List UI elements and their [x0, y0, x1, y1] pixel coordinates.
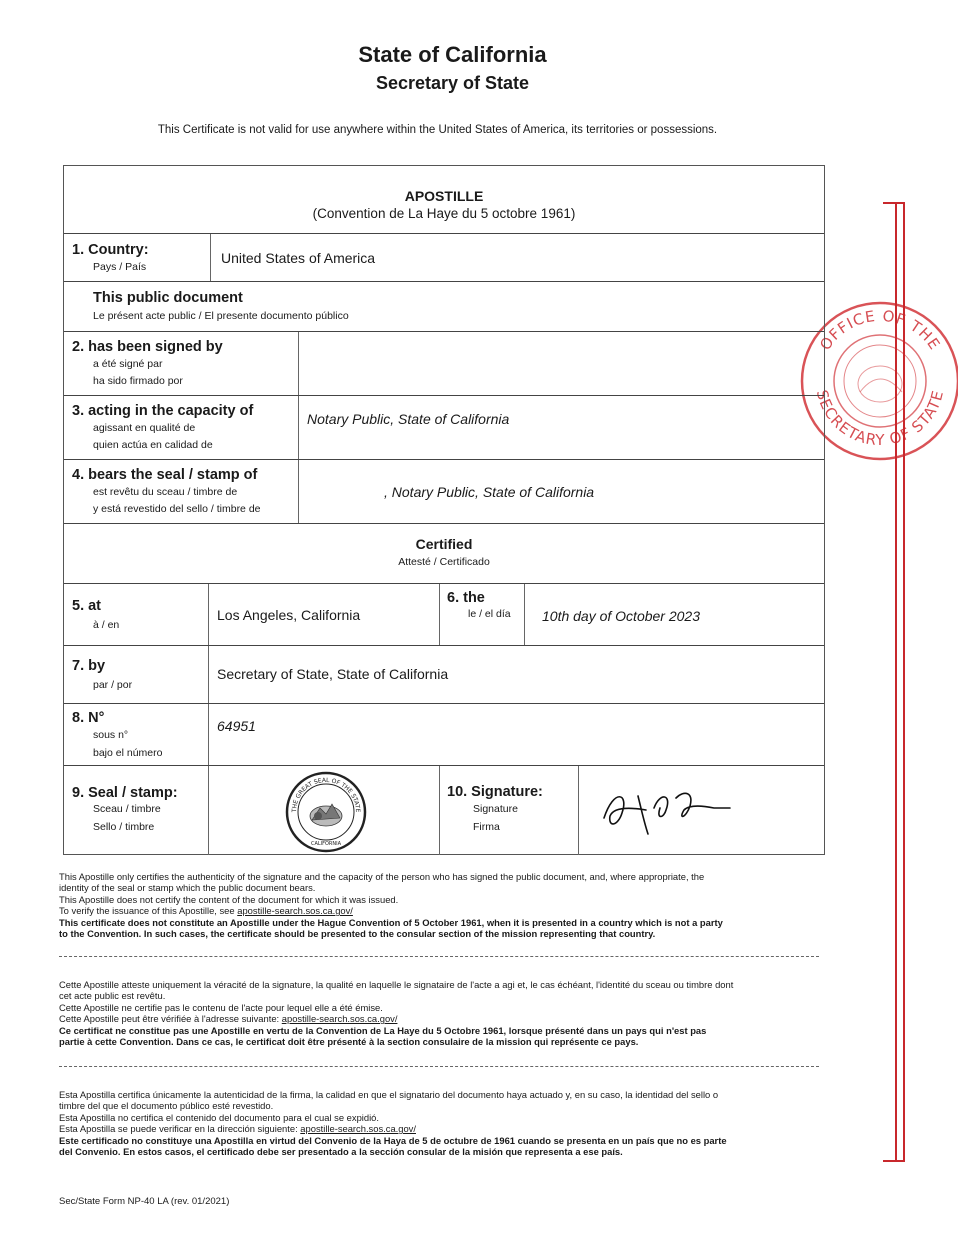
signature-sublabel-es: Firma: [473, 821, 500, 833]
svg-text:SECRETARY OF STATE: SECRETARY OF STATE: [812, 388, 948, 450]
at-sublabel: à / en: [93, 619, 120, 631]
capacity-row: [64, 396, 824, 460]
divider-2: [59, 1066, 819, 1067]
public-document-row: [64, 282, 824, 332]
capacity-value: Notary Public, State of California: [307, 411, 510, 427]
certified-label: Certified: [415, 536, 473, 552]
at-value: Los Angeles, California: [217, 607, 361, 623]
seal-of-sublabel-es: y está revestido del sello / timbre de: [93, 503, 261, 515]
verify-link-fr[interactable]: apostille-search.sos.ca.gov/: [281, 1013, 398, 1025]
verify-link-en[interactable]: apostille-search.sos.ca.gov/: [237, 905, 353, 917]
signed-by-sublabel-fr: a été signé par: [93, 358, 163, 370]
the-value: 10th day of October 2023: [542, 608, 700, 624]
signature-sublabel-fr: Signature: [473, 803, 518, 815]
country-value: United States of America: [221, 250, 376, 266]
by-sublabel: par / por: [93, 679, 133, 691]
seal-label: 9. Seal / stamp:: [72, 785, 178, 801]
svg-text:THE GREAT SEAL OF THE STATE: THE GREAT SEAL OF THE STATE: [290, 776, 362, 813]
country-sublabel: Pays / País: [93, 261, 147, 273]
number-sublabel-fr: sous n°: [93, 729, 129, 741]
capacity-label: 3. acting in the capacity of: [72, 403, 254, 419]
page-subtitle: Secretary of State: [375, 73, 530, 93]
notes-spanish: Esta Apostilla certifica únicamente la autenticidad de la firma, la calidad en que el signatario del documento haya actuado y, en su caso, la identidad del sello o timbre del que el documento público esté revestido. Esta Apostilla no certifica el contenido del documento para el cual se expidió. Esta Apostilla se puede verificar en la dirección siguiente: apostille-search.sos.ca.gov/ Este certificado no constituye una Apostilla en virtud del Convenio de la Haya de 5 de octubre de 1961 cuando se presenta en un país que no es parte del Convenio. En estos casos, el certificado debe ser presentado a la sección consular de la misión que representa a ese país.: [59, 1089, 727, 1158]
seal-sublabel-fr: Sceau / timbre: [93, 803, 161, 815]
by-value: Secretary of State, State of California: [217, 666, 449, 682]
page-title: State of California: [358, 42, 547, 67]
svg-text:CALIFORNIA: CALIFORNIA: [310, 841, 342, 847]
by-row: [64, 646, 824, 704]
svg-text:OFFICE OF THE: OFFICE OF THE: [816, 306, 944, 354]
certified-sublabel: Attesté / Certificado: [398, 556, 490, 568]
seal-of-sublabel-fr: est revêtu du sceau / timbre de: [93, 486, 238, 498]
place-date-row: [64, 584, 824, 646]
notes-french: Cette Apostille atteste uniquement la véracité de la signature, la qualité en laquelle le signataire de l'acte a agi et, le cas échéant, l'identité du sceau ou timbre dont cet acte public est revêtu. Cette Apostille ne certifie pas le contenu de l'acte pour lequel elle a été émise. Cette Apostille peut être vérifiée à l'adresse suivante: apostille-search.sos.ca.gov/ Ce certificat ne constitue pas une Apostille en vertu de la Convention de La Haye du 5 Octobre 1961, lorsque présenté dans un pays qui n'est pas partie à cette Convention. Dans ce cas, le certificat doit être présenté à la section consulaire de la mission qui représente ce pays.: [59, 979, 734, 1048]
apostille-convention: (Convention de La Haye du 5 octobre 1961): [312, 206, 576, 221]
certified-row: [64, 524, 824, 584]
form-footer: Sec/State Form NP-40 LA (rev. 01/2021): [59, 1196, 230, 1207]
red-bar-cap-top: [883, 202, 905, 204]
red-margin-bar: [895, 202, 905, 1162]
seal-sublabel-es: Sello / timbre: [93, 821, 155, 833]
signed-by-sublabel-es: ha sido firmado por: [93, 375, 183, 387]
public-document-label: This public document: [93, 290, 243, 306]
signed-by-label: 2. has been signed by: [72, 339, 223, 355]
apostille-title: APOSTILLE: [404, 188, 484, 204]
seal-signature-row: [64, 766, 824, 855]
at-label: 5. at: [72, 598, 102, 614]
capacity-sublabel-fr: agissant en qualité de: [93, 422, 196, 434]
validity-notice: This Certificate is not valid for use anywhere within the United States of America, its territories or possessions.: [157, 124, 718, 136]
seal-of-row: [64, 460, 824, 524]
country-row: [64, 234, 824, 282]
by-label: 7. by: [72, 658, 106, 674]
notes-english: This Apostille only certifies the authenticity of the signature and the capacity of the person who has signed the public document, and, where appropriate, the identity of the seal or stamp which the public document bears. This Apostille does not certify the content of the document for which it was issued. To verify the issuance of this Apostille, see apostille-search.sos.ca.gov/ This certificate does not constitute an Apostille under the Hague Convention of 5 October 1961, when it is presented in a country which is not a party to the Convention. In such cases, the certificate should be presented to the consular section of the mission representing that country.: [59, 871, 723, 940]
signed-by-row: [64, 332, 824, 396]
signature-label: 10. Signature:: [447, 784, 543, 800]
number-sublabel-es: bajo el número: [93, 747, 163, 759]
divider-1: [59, 956, 819, 957]
apostille-form: [63, 165, 825, 855]
country-label: 1. Country:: [72, 242, 149, 258]
the-sublabel: le / el día: [468, 608, 511, 620]
verify-link-es[interactable]: apostille-search.sos.ca.gov/: [300, 1123, 416, 1135]
seal-of-value: , Notary Public, State of California: [384, 484, 595, 500]
handwritten-signature: [594, 778, 744, 838]
great-seal-of-california: [284, 770, 368, 854]
number-label: 8. N°: [72, 710, 105, 726]
number-value: 64951: [217, 718, 256, 734]
seal-of-label: 4. bears the seal / stamp of: [72, 467, 258, 483]
red-bar-cap-bottom: [883, 1160, 905, 1162]
the-label: 6. the: [447, 590, 485, 606]
capacity-sublabel-es: quien actúa en calidad de: [93, 439, 213, 451]
number-row: [64, 704, 824, 766]
apostille-title-row: [64, 166, 824, 234]
public-document-sublabel: Le présent acte public / El presente documento público: [93, 310, 349, 322]
